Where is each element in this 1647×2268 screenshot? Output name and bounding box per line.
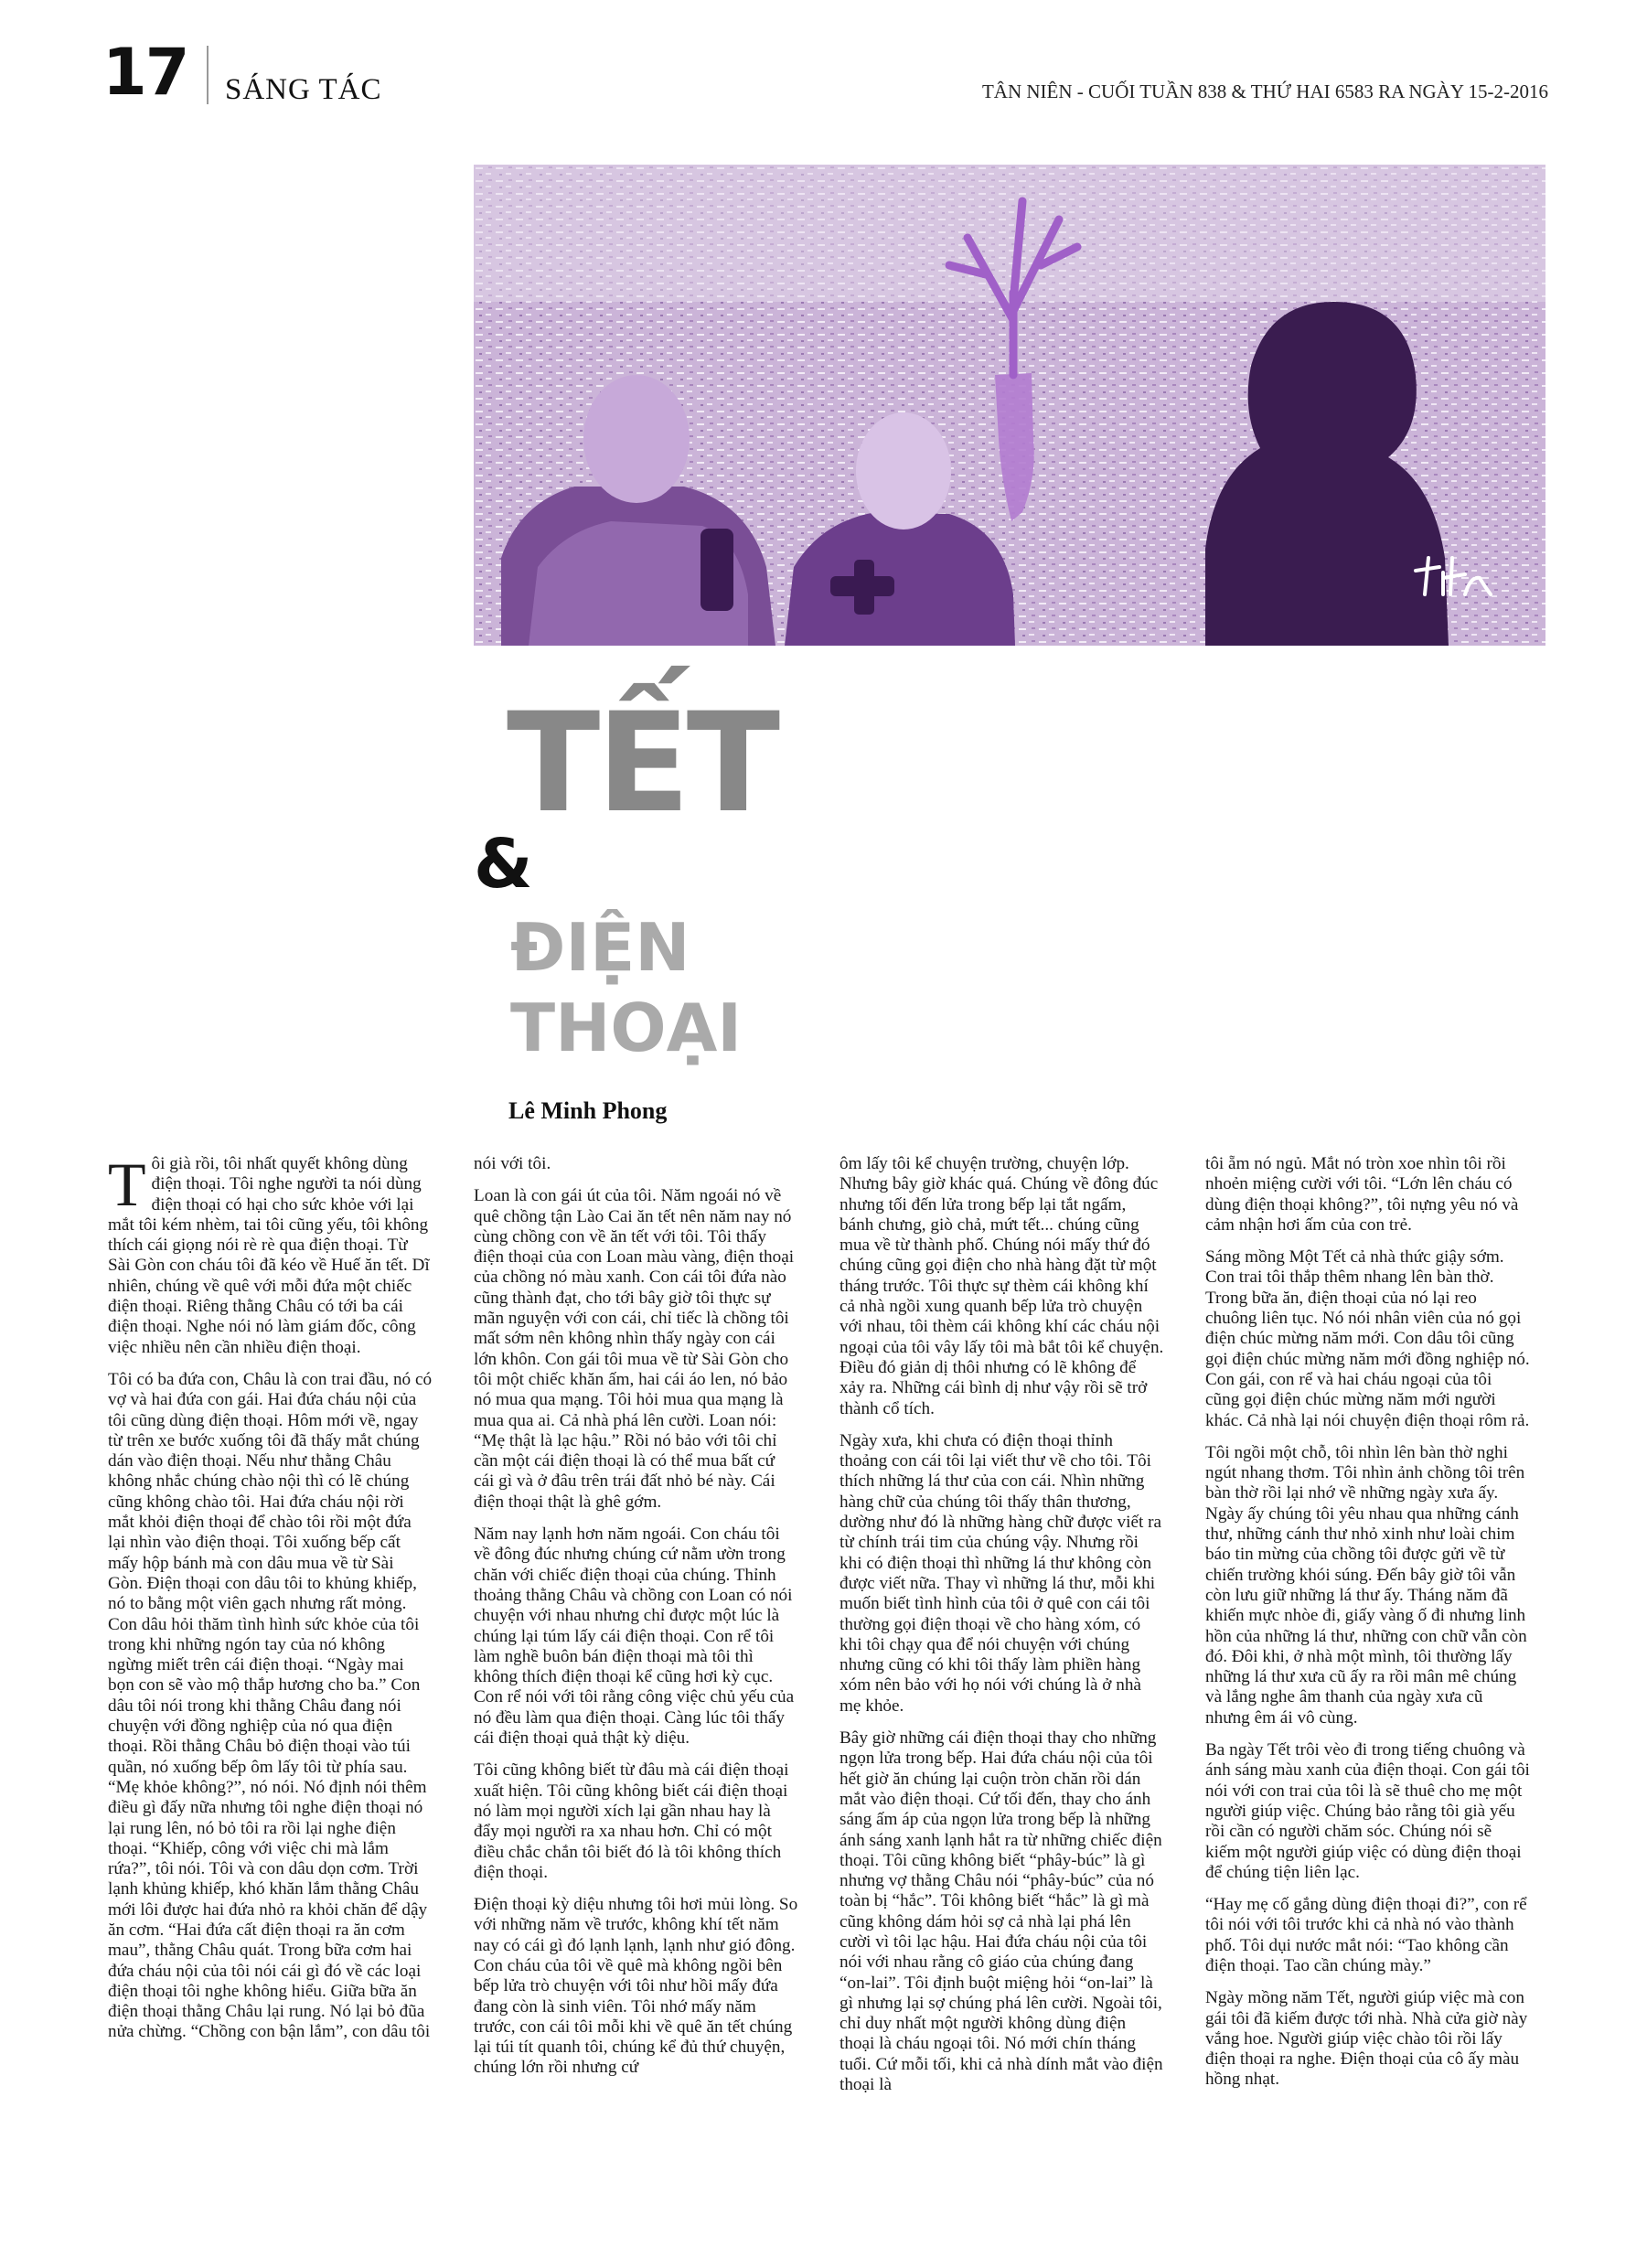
paragraph: ôm lấy tôi kể chuyện trường, chuyện lớp. Nhưng bây giờ khác quá. Chúng về đông đúc nhưng tối đến lửa trong bếp lại tắt ngấm, bánh chưng, giò chả, mứt tết... chúng cũng mua về từ thành phố. Chúng nói mấy thứ đó chúng cũng gọi điện cho nhà hàng đặt từ một tháng trước. Tôi thực sự thèm cái không khí cả nhà ngồi xung quanh bếp lửa trò chuyện với nhau, tôi thèm cái không khí các cháu nội ngoại của tôi vây lấy tôi mà bắt tôi kể chuyện. Điều đó giản dị thôi nhưng có lẽ không để xảy ra. Những cái bình dị như vậy rồi sẽ trở thành cổ tích. [840, 1154, 1164, 1418]
paragraph: Sáng mồng Một Tết cả nhà thức giậy sớm. Con trai tôi thắp thêm nhang lên bàn thờ. Trong bữa ăn, điện thoại của nó lại reo chuông liên tục. Nó nói nhân viên của nó gọi điện chúc mừng năm mới. Con dâu tôi cũng gọi điện chúc mừng năm mới đồng nghiệp nó. Con gái, con rể và hai cháu ngoại của tôi cũng gọi điện chúc mừng năm mới người khác. Cả nhà lại nói chuyện điện thoại rôm rả. [1205, 1247, 1530, 1430]
text-column-2 [474, 1154, 798, 2206]
title-line-dien: ĐIỆN [510, 909, 690, 986]
text-column-4 [1205, 1154, 1530, 2206]
paragraph: Ngày mồng năm Tết, người giúp việc mà con gái tôi đã kiếm được tới nhà. Nhà cửa giờ này vắng hoe. Người giúp việc chào tôi rồi lấy điện thoại ra nghe. Điện thoại của cô ấy màu hồng nhạt. [1205, 1988, 1528, 2090]
paragraph: tôi ẵm nó ngủ. Mắt nó tròn xoe nhìn tôi rồi nhoẻn miệng cười với tôi. “Lớn lên cháu có dùng điện thoại không?”, tôi nựng yêu nó và cảm nhận hơi ấm của con trẻ. [1205, 1154, 1519, 1235]
story-title [474, 684, 1022, 1079]
paragraph: Bây giờ những cái điện thoại thay cho những ngọn lửa trong bếp. Hai đứa cháu nội của tôi hết giờ ăn chúng lại cuộn tròn chăn rồi dán mắt vào điện thoại. Cứ tối đến, thay cho ánh sáng ấm áp của ngọn lửa trong bếp là những ánh sáng xanh lạnh hắt ra từ những chiếc điện thoại. Tôi cũng không biết “phây-búc” là gì nhưng vợ thằng Châu nói “phây-búc” của nó toàn bị “hắc”. Tôi không biết “hắc” là gì mà cũng không dám hỏi sợ cả nhà lại phá lên cười vì tôi lạc hậu. Hai đứa cháu nội của tôi nói với nhau rằng cô giáo của chúng đang “on-lai”. Tôi định buột miệng hỏi “on-lai” là gì nhưng lại sợ chúng phá lên cười. Ngoài tôi, chỉ duy nhất một người không dùng điện thoại là cháu ngoại tôi. Nó mới chín tháng tuổi. Cứ mỗi tối, khi cả nhà dính mắt vào điện thoại là [840, 1728, 1163, 2095]
text-column-1 [108, 1154, 433, 2206]
title-line-thoai: THOẠI [510, 990, 743, 1066]
drop-cap: T [108, 1154, 146, 1219]
paragraph: “Hay mẹ cố gắng dùng điện thoại đi?”, con rể tôi nói với tôi trước khi cả nhà nó vào thành phố. Tôi dụi nước mắt nói: “Tao không cần điện thoại. Tao cần chúng mày.” [1205, 1895, 1527, 1975]
paragraph: Ba ngày Tết trôi vèo đi trong tiếng chuông và ánh sáng màu xanh của điện thoại. Con gái tôi nói với con trai của tôi là sẽ thuê cho mẹ một người giúp việc. Chúng bảo rằng tôi già yếu rồi cần có người chăm sóc. Chúng nói sẽ kiếm một người giúp việc có dùng điện thoại để chúng tiện liên lạc. [1205, 1740, 1530, 1882]
paragraph: Tôi ngồi một chỗ, tôi nhìn lên bàn thờ nghi ngút nhang thơm. Tôi nhìn ảnh chồng tôi trên bàn thờ rồi lại nhớ về những ngày xưa ấy. Ngày ấy chúng tôi yêu nhau qua những cánh thư, những cánh thư nhỏ xinh như loài chim báo tin mừng của chồng tôi được gửi về từ chiến trường khói súng. Đến bây giờ tôi vẫn còn lưu giữ những lá thư ấy. Tháng năm đã khiến mực nhòe đi, giấy vàng ố đi nhưng linh hồn của những lá thư, những con chữ vẫn còn đó. Đôi khi, ở nhà một mình, tôi thường lấy những lá thư xưa cũ ấy ra rồi mân mê chúng và lắng nghe âm thanh của ngày xưa cũ nhưng êm ái vô cùng. [1205, 1442, 1527, 1728]
header-divider [207, 46, 209, 104]
paragraph: Tôi cũng không biết từ đâu mà cái điện thoại xuất hiện. Tôi cũng không biết cái điện thoại nó làm mọi người xích lại gần nhau hay là đẩy mọi người ra xa nhau hơn. Chỉ có một điều chắc chắn tôi biết đó là tôi không thích điện thoại. [474, 1760, 789, 1882]
paragraph: Ngày xưa, khi chưa có điện thoại thỉnh thoảng con cái tôi lại viết thư về cho tôi. Tôi thích những lá thư của con cái. Nhìn những hàng chữ của chúng tôi thấy thân thương, dường như đó là những hàng chữ được viết ra từ chính trái tim của chúng vậy. Nhưng rồi khi có điện thoại thì những lá thư không còn được viết nữa. Thay vì những lá thư, mỗi khi muốn biết tình hình của tôi ở quê con cái tôi thường gọi điện thoại về cho hàng xóm, có khi tôi chạy qua để nói chuyện với chúng nhưng cũng có khi tôi thấy làm phiền hàng xóm nên bảo với họ nói với chúng là ở nhà mẹ khỏe. [840, 1430, 1162, 1716]
paragraph: Loan là con gái út của tôi. Năm ngoái nó về quê chồng tận Lào Cai ăn tết nên năm nay nó cùng chồng con về ăn tết với tôi. Tôi thấy điện thoại của con Loan màu vàng, điện thoại của chồng nó màu xanh. Con cái tôi đứa nào cũng thành đạt, cho tới bây giờ tôi thực sự mãn nguyện với con cái, chỉ tiếc là chồng tôi mất sớm nên không nhìn thấy ngày con cái lớn khôn. Con gái tôi mua về từ Sài Gòn cho tôi một chiếc khăn ấm, hai cái áo len, nó bảo nó mua qua mạng. Tôi hỏi mua qua mạng là mua qua ai. Cả nhà phá lên cười. Loan nói: “Mẹ thật là lạc hậu.” Rồi nó bảo với tôi chỉ cần một cái điện thoại là có thể mua bất cứ cái gì và ở đâu trên trái đất nhỏ bé này. Cái điện thoại thật là ghê gớm. [474, 1186, 795, 1512]
title-line-tet: TẾT [507, 684, 777, 843]
title-ampersand: & [474, 825, 533, 904]
paragraph-text: ôi già rồi, tôi nhất quyết không dùng điện thoại. Tôi nghe người ta nói dùng điện thoại có hại cho sức khỏe với lại mắt tôi kém nhèm, tai tôi cũng yếu, tôi không thích cái giọng nói rè rè qua điện thoại. Từ Sài Gòn con cháu tôi đã kéo về Huế ăn tết. Dĩ nhiên, chúng về quê với mỗi đứa một chiếc điện thoại. Riêng thằng Châu có tới ba cái điện thoại. Nghe nói nó làm giám đốc, công việc nhiều nên cần nhiều điện thoại. [108, 1154, 430, 1357]
story-illustration [474, 165, 1545, 646]
illustration-artwork [474, 165, 1545, 646]
article-body [108, 1154, 1555, 2206]
paragraph [108, 1154, 433, 1358]
paragraph: Tôi có ba đứa con, Châu là con trai đầu, nó có vợ và hai đứa con gái. Hai đứa cháu nội của tôi cũng dùng điện thoại. Hôm mới về, ngay từ trên xe bước xuống tôi đã thấy mắt chúng dán vào điện thoại. Nếu như thằng Châu không nhắc chúng chào nội thì có lẽ chúng cũng không chào tôi. Hai đứa cháu nội rời mắt khỏi điện thoại để chào tôi rồi một đứa lại nhìn vào điện thoại. Tôi xuống bếp cất mấy hộp bánh mà con dâu mua về từ Sài Gòn. Điện thoại con dâu tôi to khủng khiếp, nó to bằng một viên gạch nhưng rất mỏng. Con dâu hỏi thăm tình hình sức khỏe của tôi trong khi những ngón tay của nó không ngừng miết trên cái điện thoại. “Ngày mai bọn con sẽ vào mộ thắp hương cho ba.” Con dâu tôi nói trong khi thằng Châu đang nói chuyện với đồng nghiệp của nó qua điện thoại. Rồi thằng Châu bỏ điện thoại vào túi quần, nó xuống bếp ôm lấy tôi từ phía sau. “Mẹ khỏe không?”, nó nói. Nó định nói thêm điều gì đấy nữa nhưng tôi nghe điện thoại nó lại rung lên, nó bỏ tôi ra rồi lại nghe điện thoại. “Khiếp, công với việc chi mà lắm rứa?”, tôi nói. Tôi và con dâu dọn cơm. Trời lạnh khủng khiếp, khó khăn lắm thằng Châu mới lôi được hai đứa nhỏ ra khỏi chăn để dậy ăn cơm. “Hai đứa cất điện thoại ra ăn cơm mau”, thằng Châu quát. Trong bữa cơm hai đứa cháu nội của tôi nói cái gì đó về các loại điện thoại tôi nghe không hiểu. Giữa bữa ăn điện thoại thằng Châu lại rung. Nó lại bỏ đũa nửa chừng. “Chồng con bận lắm”, con dâu tôi [108, 1369, 433, 2042]
paragraph: nói với tôi. [474, 1154, 551, 1173]
section-name: SÁNG TÁC [225, 73, 382, 106]
paragraph: Năm nay lạnh hơn năm ngoái. Con cháu tôi về đông đúc nhưng chúng cứ nằm ườn trong chăn với chiếc điện thoại của chúng. Thỉnh thoảng thằng Châu và chồng con Loan có nói chuyện với nhau nhưng chỉ được một lúc là chúng lại túm lấy cái điện thoại. Con rể tôi làm nghề buôn bán điện thoại mà tôi thì không thích điện thoại kể cũng hơi kỳ cục. Con rể nói với tôi rằng công việc chủ yếu của nó đều làm qua điện thoại. Càng lúc tôi thấy cái điện thoại quả thật kỳ diệu. [474, 1524, 795, 1749]
issue-info: TÂN NIÊN - CUỐI TUẦN 838 & THỨ HAI 6583 RA NGÀY 15-2-2016 [981, 80, 1548, 102]
author-byline: Lê Minh Phong [508, 1097, 668, 1124]
paragraph: Điện thoại kỳ diệu nhưng tôi hơi mủi lòng. So với những năm về trước, không khí tết năm nay có cái gì đó lạnh lạnh, lạnh như gió đông. Con cháu của tôi về quê mà không ngồi bên bếp lửa trò chuyện với tôi như hồi mấy đứa đang còn là sinh viên. Tôi nhớ mấy năm trước, con cái tôi mỗi khi về quê ăn tết chúng lại túi tít quanh tôi, chúng kể đủ thứ chuyện, chúng lớn rồi nhưng cứ [474, 1895, 798, 2078]
page-header [0, 0, 1647, 128]
text-column-3 [840, 1154, 1164, 2206]
page-number: 17 [102, 35, 188, 110]
